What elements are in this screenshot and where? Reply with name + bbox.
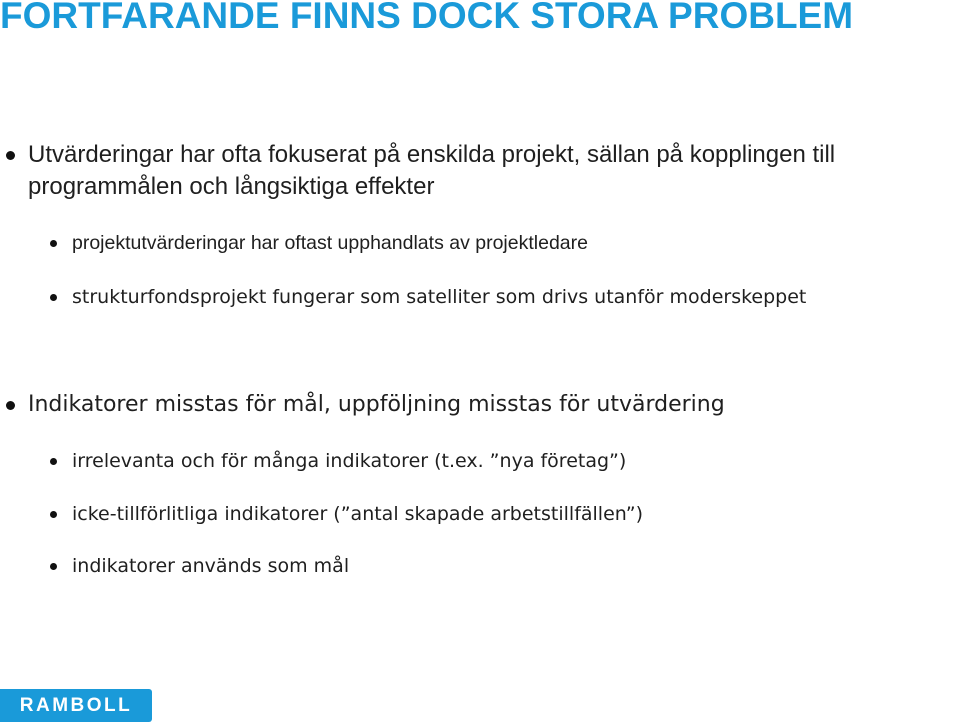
sub-bullet-dot-icon — [50, 563, 57, 570]
logo-text: RAMBOLL — [19, 695, 133, 716]
ramboll-logo — [0, 689, 152, 722]
sub-bullet-structural-fund-projects — [72, 284, 952, 310]
sub-bullet-text: projektutvärderingar har oftast upphandlats av projektledare — [72, 232, 588, 254]
sub-bullet-unreliable-indicators — [72, 501, 952, 527]
bullet-dot-icon — [6, 151, 15, 160]
slide-title: FORTFARANDE FINNS DOCK STORA PROBLEM — [0, 0, 854, 36]
sub-bullet-irrelevant-indicators — [72, 448, 952, 474]
sub-bullet-project-evaluations — [72, 230, 952, 256]
bullet-dot-icon — [6, 401, 15, 410]
bullet-text: Utvärderingar har ofta fokuserat på enskilda projekt, sällan på kopplingen till programmålen och långsiktiga effekter — [28, 141, 836, 200]
sub-bullet-dot-icon — [50, 511, 57, 518]
sub-bullet-dot-icon — [50, 240, 57, 247]
sub-bullet-indicators-as-goals — [72, 553, 952, 579]
bullet-indicators — [28, 389, 948, 421]
sub-bullet-dot-icon — [50, 294, 57, 301]
sub-bullet-text: icke-tillförlitliga indikatorer (”antal skapade arbetstillfällen”) — [72, 503, 644, 525]
sub-bullet-dot-icon — [50, 458, 57, 465]
sub-bullet-text: indikatorer används som mål — [72, 555, 350, 577]
sub-bullet-text: strukturfondsprojekt fungerar som satelliter som drivs utanför moderskeppet — [72, 286, 807, 308]
bullet-evaluations — [28, 139, 948, 203]
bullet-text: Indikatorer misstas för mål, uppföljning misstas för utvärdering — [28, 392, 725, 417]
sub-bullet-text: irrelevanta och för många indikatorer (t.ex. ”nya företag”) — [72, 450, 627, 472]
